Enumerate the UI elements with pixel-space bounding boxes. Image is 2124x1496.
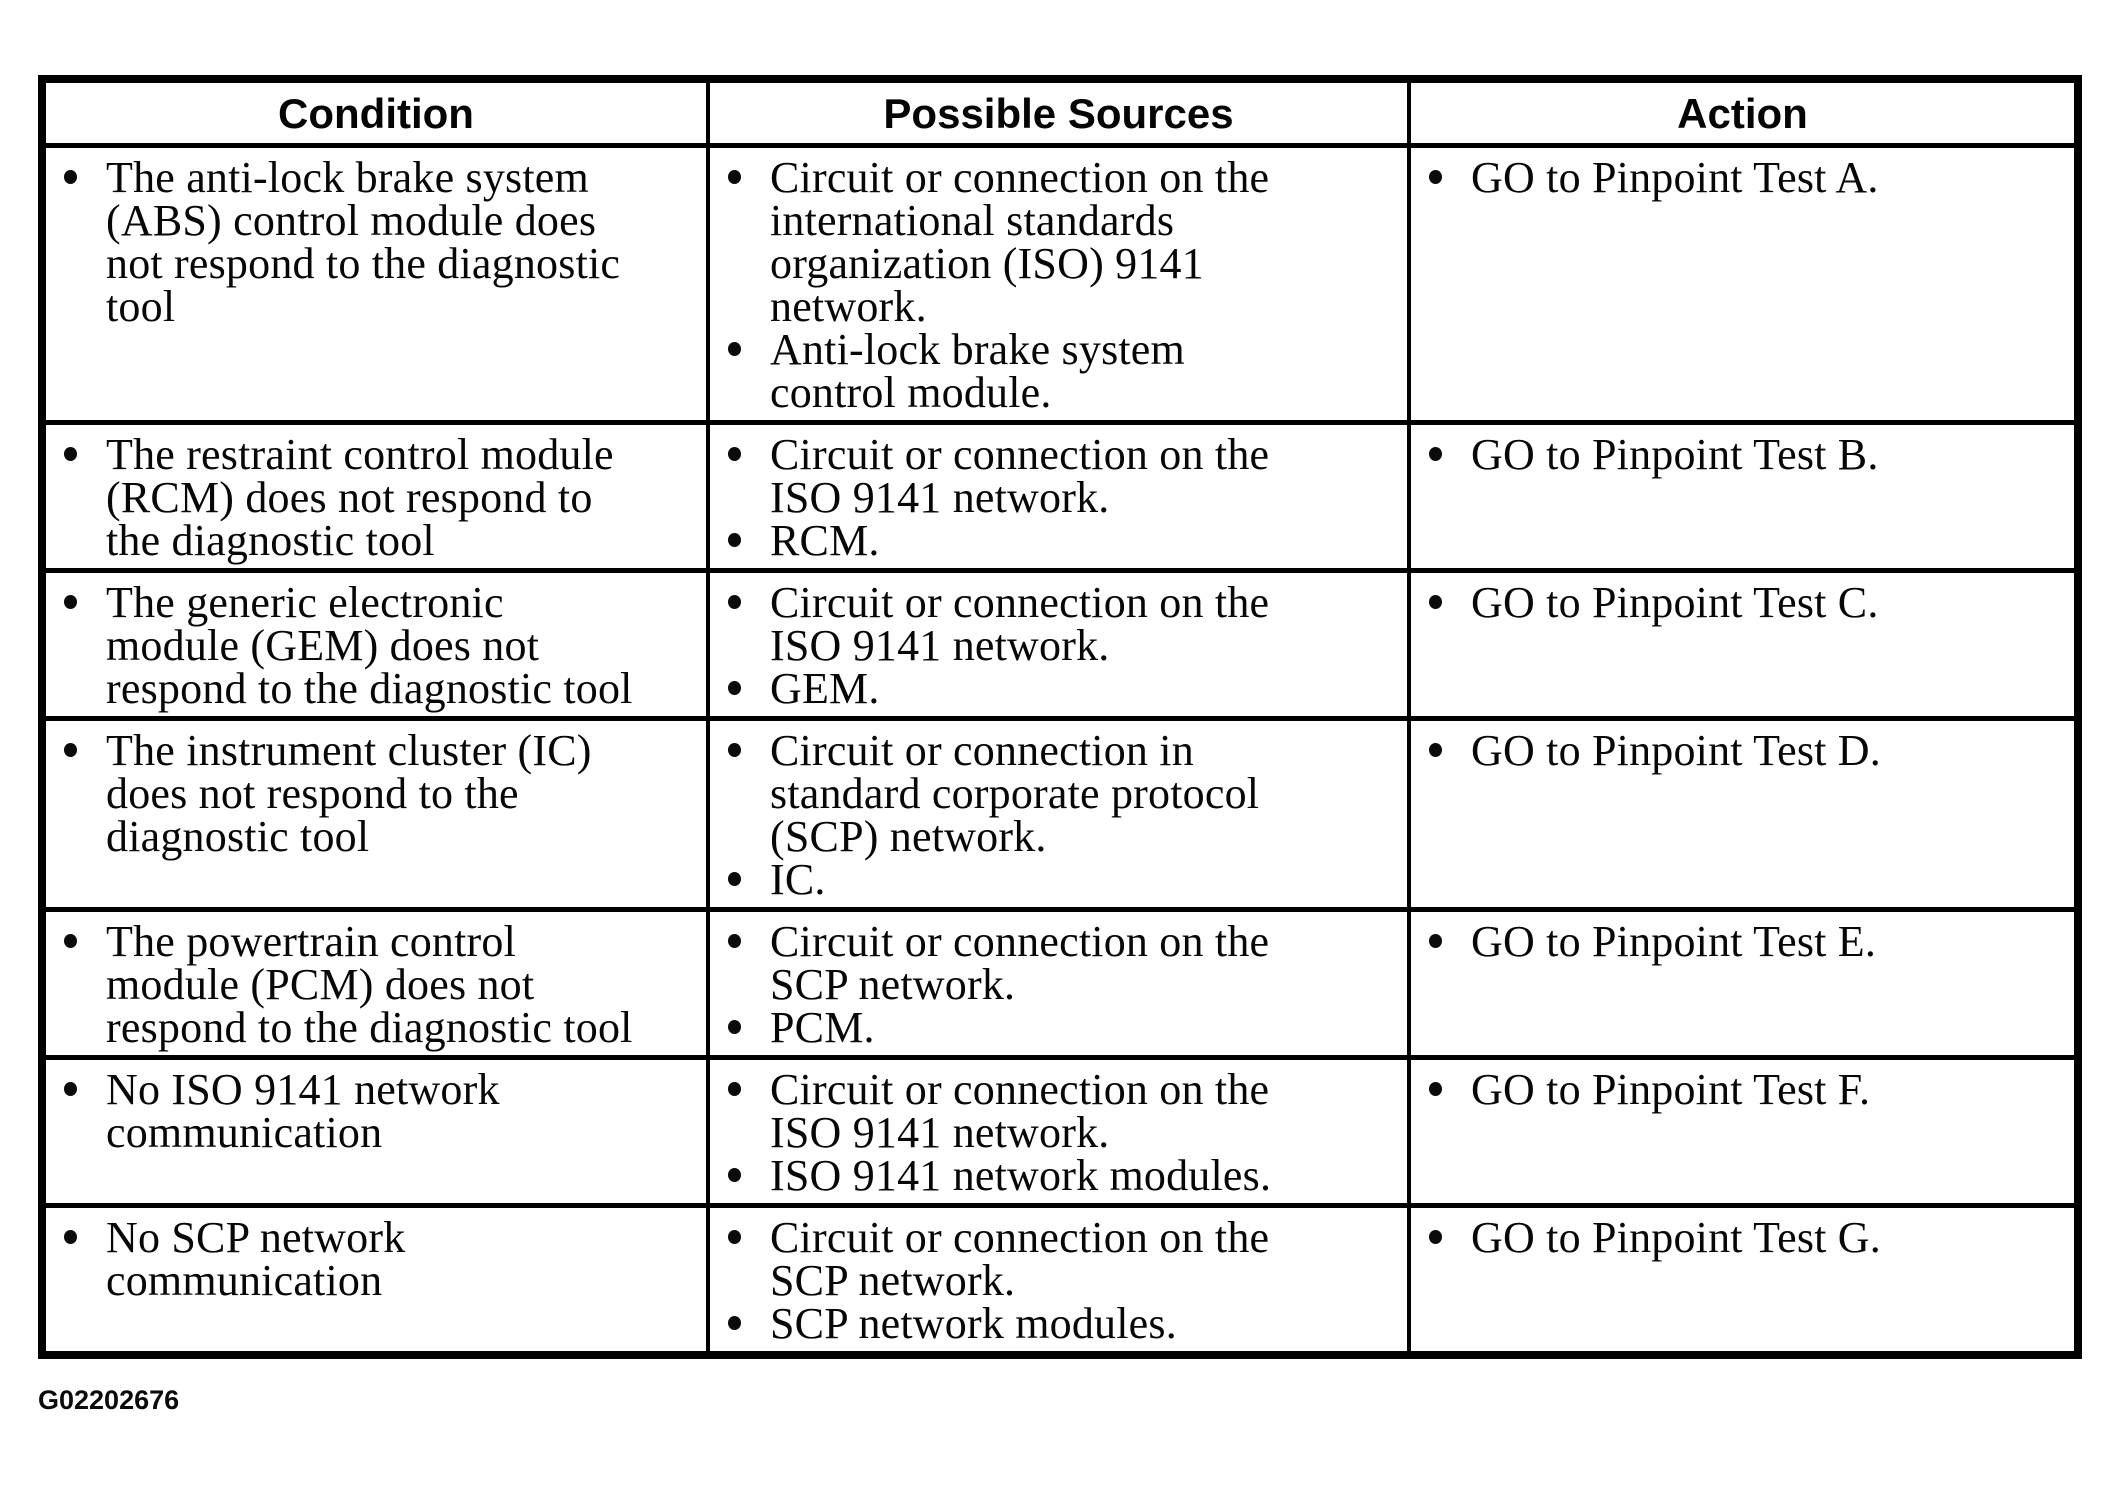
list-item — [722, 1003, 1397, 1052]
table-row — [46, 143, 2074, 420]
bullet-icon — [728, 934, 741, 948]
sources-cell — [706, 148, 1407, 420]
bullet-icon — [1429, 170, 1442, 184]
bullet-icon — [1429, 743, 1442, 757]
sources-cell — [706, 912, 1407, 1055]
bullet-icon — [1429, 1230, 1442, 1244]
list-item — [1423, 153, 2064, 202]
action-text: GO to Pinpoint Test B. — [1471, 430, 1879, 479]
bullet-icon — [728, 342, 741, 356]
table-row — [46, 420, 2074, 568]
list-item — [1423, 917, 2064, 966]
action-cell — [1407, 721, 2074, 907]
list-item — [722, 578, 1397, 670]
list-item — [1423, 430, 2064, 479]
source-text: ISO 9141 network modules. — [770, 1151, 1272, 1200]
table-row — [46, 1203, 2074, 1351]
list-item — [722, 516, 1397, 565]
list-item — [722, 325, 1397, 417]
action-text: GO to Pinpoint Test G. — [1471, 1213, 1881, 1262]
list-item — [58, 726, 696, 861]
condition-text: The powertrain control module (PCM) does not respond to the diagnostic tool — [106, 917, 633, 1052]
source-text: SCP network modules. — [770, 1299, 1177, 1348]
source-text: Circuit or connection in standard corporate protocol (SCP) network. — [770, 726, 1260, 861]
condition-cell — [46, 148, 706, 420]
list-item — [1423, 1065, 2064, 1114]
list-item — [58, 153, 696, 331]
bullet-icon — [728, 595, 741, 609]
bullet-icon — [64, 743, 77, 757]
source-text: RCM. — [770, 516, 880, 565]
bullet-icon — [728, 533, 741, 547]
bullet-icon — [728, 1020, 741, 1034]
bullet-icon — [64, 170, 77, 184]
table-row — [46, 568, 2074, 716]
list-item — [722, 1299, 1397, 1348]
list-item — [58, 430, 696, 565]
source-text: IC. — [770, 855, 826, 904]
action-text: GO to Pinpoint Test D. — [1471, 726, 1881, 775]
list-item — [722, 1065, 1397, 1157]
condition-text: No SCP network communication — [106, 1213, 406, 1305]
header-label-condition: Condition — [278, 90, 474, 137]
header-cell-condition — [46, 83, 706, 143]
sources-cell — [706, 425, 1407, 568]
list-item — [722, 1151, 1397, 1200]
source-text: Circuit or connection on the SCP network. — [770, 917, 1270, 1009]
condition-cell — [46, 721, 706, 907]
action-cell — [1407, 1060, 2074, 1203]
sources-cell — [706, 1208, 1407, 1351]
bullet-icon — [728, 743, 741, 757]
source-text: GEM. — [770, 664, 880, 713]
bullet-icon — [64, 1230, 77, 1244]
condition-text: The restraint control module (RCM) does not respond to the diagnostic tool — [106, 430, 614, 565]
bullet-icon — [728, 872, 741, 886]
source-text: Circuit or connection on the ISO 9141 network. — [770, 578, 1270, 670]
source-text: Circuit or connection on the ISO 9141 network. — [770, 1065, 1270, 1157]
sources-cell — [706, 1060, 1407, 1203]
header-cell-action — [1407, 83, 2074, 143]
condition-cell — [46, 1208, 706, 1351]
action-text: GO to Pinpoint Test A. — [1471, 153, 1879, 202]
table-header-row — [46, 83, 2074, 143]
bullet-icon — [728, 1230, 741, 1244]
bullet-icon — [64, 447, 77, 461]
list-item — [722, 726, 1397, 861]
action-cell — [1407, 1208, 2074, 1351]
action-text: GO to Pinpoint Test C. — [1471, 578, 1879, 627]
condition-cell — [46, 912, 706, 1055]
list-item — [722, 855, 1397, 904]
header-label-action: Action — [1677, 90, 1808, 137]
list-item — [1423, 726, 2064, 775]
condition-text: No ISO 9141 network communication — [106, 1065, 500, 1157]
table-row — [46, 1055, 2074, 1203]
list-item — [58, 578, 696, 713]
condition-cell — [46, 573, 706, 716]
list-item — [722, 430, 1397, 522]
bullet-icon — [1429, 934, 1442, 948]
list-item — [58, 1065, 696, 1157]
action-cell — [1407, 425, 2074, 568]
bullet-icon — [64, 934, 77, 948]
source-text: Anti-lock brake system control module. — [770, 325, 1185, 417]
bullet-icon — [728, 681, 741, 695]
bullet-icon — [1429, 595, 1442, 609]
figure-id: G02202676 — [38, 1385, 180, 1415]
list-item — [58, 917, 696, 1052]
list-item — [1423, 1213, 2064, 1262]
list-item — [722, 153, 1397, 331]
action-text: GO to Pinpoint Test F. — [1471, 1065, 1871, 1114]
bullet-icon — [1429, 1082, 1442, 1096]
list-item — [1423, 578, 2064, 627]
source-text: Circuit or connection on the international standards organization (ISO) 9141 network. — [770, 153, 1270, 331]
source-text: PCM. — [770, 1003, 875, 1052]
header-label-possible-sources: Possible Sources — [883, 90, 1234, 137]
action-text: GO to Pinpoint Test E. — [1471, 917, 1877, 966]
header-cell-possible-sources — [706, 83, 1407, 143]
bullet-icon — [728, 1168, 741, 1182]
condition-cell — [46, 425, 706, 568]
list-item — [722, 664, 1397, 713]
action-cell — [1407, 148, 2074, 420]
bullet-icon — [728, 170, 741, 184]
list-item — [722, 1213, 1397, 1305]
list-item — [722, 917, 1397, 1009]
bullet-icon — [1429, 447, 1442, 461]
bullet-icon — [728, 1082, 741, 1096]
action-cell — [1407, 573, 2074, 716]
sources-cell — [706, 721, 1407, 907]
bullet-icon — [64, 595, 77, 609]
condition-text: The instrument cluster (IC) does not respond to the diagnostic tool — [106, 726, 592, 861]
action-cell — [1407, 912, 2074, 1055]
table-row — [46, 907, 2074, 1055]
condition-text: The generic electronic module (GEM) does not respond to the diagnostic tool — [106, 578, 633, 713]
bullet-icon — [728, 447, 741, 461]
sources-cell — [706, 573, 1407, 716]
condition-cell — [46, 1060, 706, 1203]
bullet-icon — [728, 1316, 741, 1330]
bullet-icon — [64, 1082, 77, 1096]
condition-text: The anti-lock brake system (ABS) control module does not respond to the diagnostic tool — [106, 153, 621, 331]
list-item — [58, 1213, 696, 1305]
table-row — [46, 716, 2074, 907]
source-text: Circuit or connection on the SCP network. — [770, 1213, 1270, 1305]
diagnostic-table — [38, 75, 2082, 1359]
source-text: Circuit or connection on the ISO 9141 network. — [770, 430, 1270, 522]
